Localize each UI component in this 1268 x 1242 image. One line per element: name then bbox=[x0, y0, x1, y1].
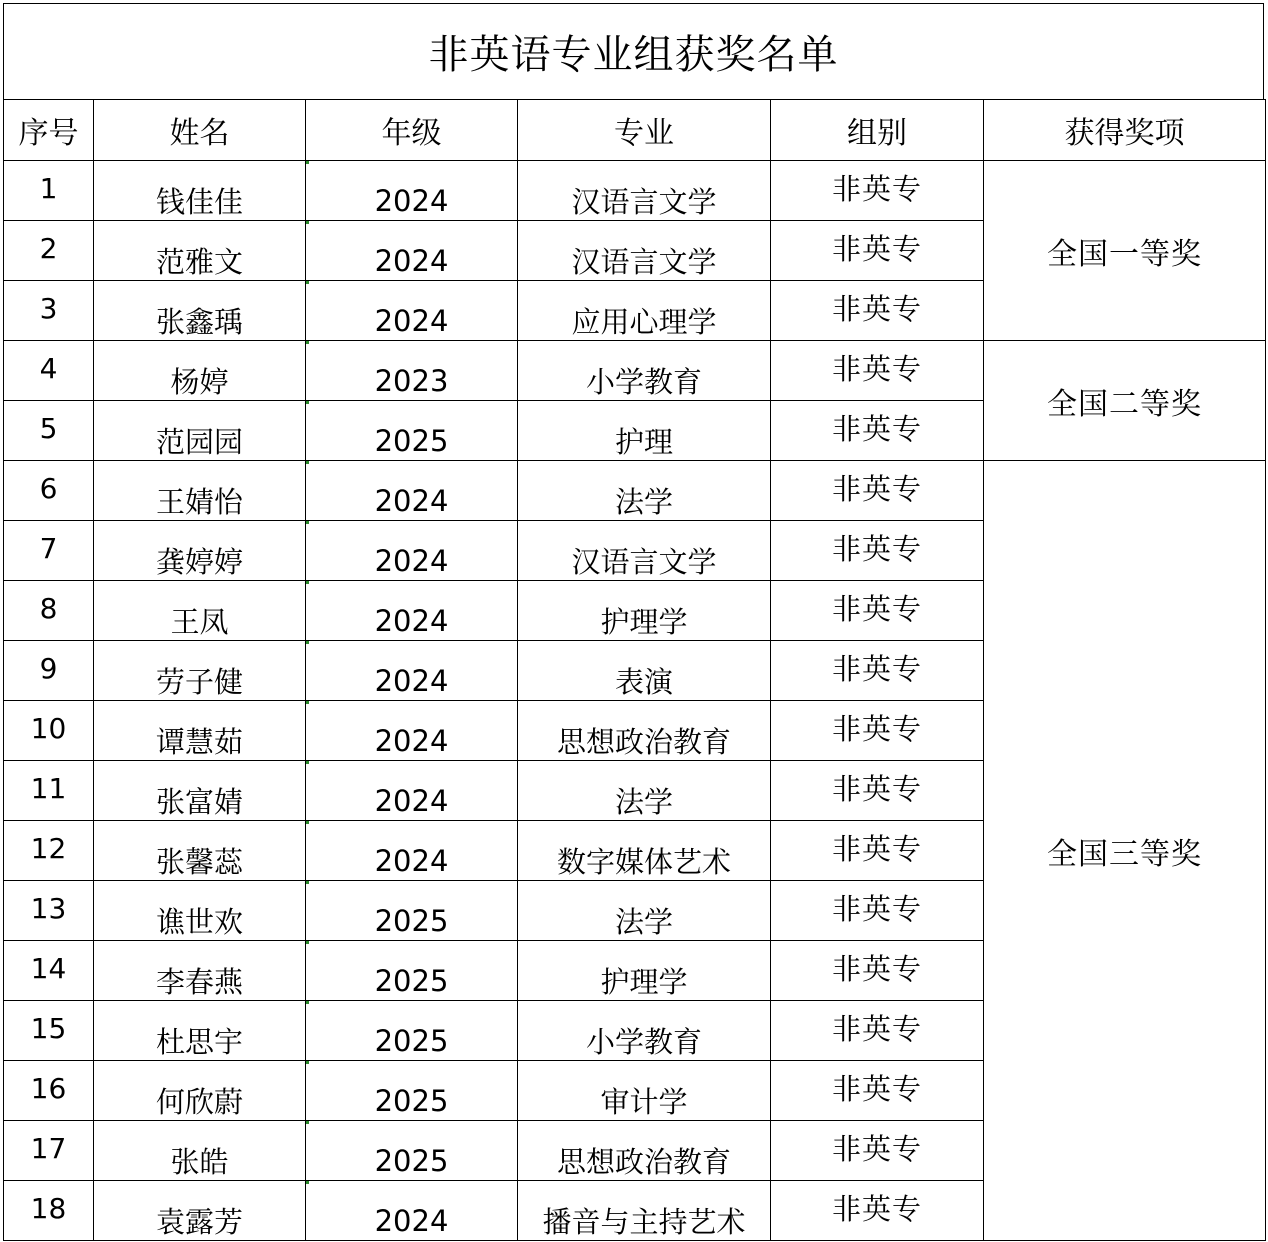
major-cell bbox=[518, 641, 771, 701]
name-cell bbox=[94, 881, 306, 941]
major-text: 护理 bbox=[614, 425, 673, 459]
year-cell bbox=[306, 821, 518, 881]
seq-cell bbox=[4, 1001, 94, 1061]
seq-cell bbox=[4, 1181, 94, 1241]
year-cell bbox=[306, 341, 518, 401]
seq-text: 17 bbox=[30, 1131, 67, 1165]
group-cell bbox=[771, 821, 984, 881]
seq-text: 9 bbox=[39, 651, 58, 685]
name-cell bbox=[94, 521, 306, 581]
year-text: 2024 bbox=[374, 243, 449, 278]
year-cell bbox=[306, 1121, 518, 1181]
name-cell bbox=[94, 221, 306, 281]
major-text: 法学 bbox=[614, 485, 673, 519]
name-cell bbox=[94, 701, 306, 761]
group-text: 非英专 bbox=[831, 292, 922, 326]
year-cell bbox=[306, 881, 518, 941]
group-cell bbox=[771, 1121, 984, 1181]
name-text: 王婧怡 bbox=[155, 485, 243, 519]
name-cell bbox=[94, 341, 306, 401]
table-header-row bbox=[4, 100, 1266, 161]
name-cell bbox=[94, 1121, 306, 1181]
group-cell bbox=[771, 281, 984, 341]
year-text: 2025 bbox=[374, 1143, 449, 1178]
major-cell bbox=[518, 821, 771, 881]
name-text: 龚婷婷 bbox=[155, 545, 243, 579]
year-cell bbox=[306, 401, 518, 461]
page-title: 非英语专业组获奖名单 bbox=[3, 3, 1264, 100]
year-text: 2025 bbox=[374, 903, 449, 938]
year-cell bbox=[306, 461, 518, 521]
award-cell bbox=[984, 161, 1266, 341]
name-cell bbox=[94, 641, 306, 701]
major-cell bbox=[518, 401, 771, 461]
seq-text: 18 bbox=[30, 1191, 67, 1225]
group-text: 非英专 bbox=[831, 652, 922, 686]
major-cell bbox=[518, 701, 771, 761]
year-cell bbox=[306, 1061, 518, 1121]
major-cell bbox=[518, 341, 771, 401]
name-text: 张富婧 bbox=[155, 785, 243, 819]
year-text: 2024 bbox=[374, 723, 449, 758]
major-text: 护理学 bbox=[600, 965, 688, 999]
name-text: 杨婷 bbox=[170, 365, 229, 399]
seq-cell bbox=[4, 1061, 94, 1121]
award-list-sheet bbox=[3, 3, 1265, 1238]
group-text: 非英专 bbox=[831, 172, 922, 206]
award-label: 全国一等奖 bbox=[1047, 236, 1202, 272]
year-cell bbox=[306, 281, 518, 341]
major-text: 播音与主持艺术 bbox=[542, 1205, 746, 1239]
name-text: 袁露芳 bbox=[155, 1205, 243, 1239]
year-cell bbox=[306, 1181, 518, 1241]
name-text: 谭慧茹 bbox=[155, 725, 243, 759]
name-text: 钱佳佳 bbox=[155, 185, 243, 219]
name-cell bbox=[94, 761, 306, 821]
major-text: 审计学 bbox=[600, 1085, 688, 1119]
year-text: 2024 bbox=[374, 303, 449, 338]
table-row bbox=[4, 461, 1266, 521]
group-text: 非英专 bbox=[831, 1192, 922, 1226]
group-cell bbox=[771, 941, 984, 1001]
name-text: 杜思宇 bbox=[155, 1025, 243, 1059]
major-cell bbox=[518, 1121, 771, 1181]
seq-cell bbox=[4, 521, 94, 581]
seq-cell bbox=[4, 221, 94, 281]
seq-cell bbox=[4, 701, 94, 761]
year-text: 2024 bbox=[374, 483, 449, 518]
major-text: 表演 bbox=[614, 665, 673, 699]
major-cell bbox=[518, 221, 771, 281]
year-text: 2025 bbox=[374, 963, 449, 998]
group-text: 非英专 bbox=[831, 832, 922, 866]
name-cell bbox=[94, 1181, 306, 1241]
name-cell bbox=[94, 161, 306, 221]
header-seq: 序号 bbox=[4, 100, 94, 161]
year-text: 2024 bbox=[374, 783, 449, 818]
major-text: 小学教育 bbox=[585, 1025, 702, 1059]
major-text: 小学教育 bbox=[585, 365, 702, 399]
group-cell bbox=[771, 881, 984, 941]
group-cell bbox=[771, 1181, 984, 1241]
year-cell bbox=[306, 221, 518, 281]
name-text: 劳子健 bbox=[155, 665, 243, 699]
name-text: 王凤 bbox=[170, 605, 229, 639]
major-text: 应用心理学 bbox=[571, 305, 717, 339]
group-cell bbox=[771, 221, 984, 281]
year-text: 2025 bbox=[374, 423, 449, 458]
major-cell bbox=[518, 881, 771, 941]
year-cell bbox=[306, 641, 518, 701]
group-text: 非英专 bbox=[831, 892, 922, 926]
seq-text: 2 bbox=[39, 231, 58, 265]
name-cell bbox=[94, 821, 306, 881]
major-cell bbox=[518, 461, 771, 521]
major-text: 护理学 bbox=[600, 605, 688, 639]
award-table bbox=[3, 99, 1266, 1241]
group-text: 非英专 bbox=[831, 352, 922, 386]
seq-text: 16 bbox=[30, 1071, 67, 1105]
seq-text: 1 bbox=[39, 171, 58, 205]
group-cell bbox=[771, 401, 984, 461]
seq-cell bbox=[4, 281, 94, 341]
award-cell bbox=[984, 461, 1266, 1241]
year-text: 2024 bbox=[374, 843, 449, 878]
group-text: 非英专 bbox=[831, 592, 922, 626]
header-group: 组别 bbox=[771, 100, 984, 161]
group-text: 非英专 bbox=[831, 712, 922, 746]
group-cell bbox=[771, 761, 984, 821]
award-cell bbox=[984, 341, 1266, 461]
major-cell bbox=[518, 161, 771, 221]
year-cell bbox=[306, 761, 518, 821]
seq-cell bbox=[4, 881, 94, 941]
group-text: 非英专 bbox=[831, 952, 922, 986]
group-cell bbox=[771, 161, 984, 221]
name-text: 何欣蔚 bbox=[155, 1085, 243, 1119]
year-cell bbox=[306, 1001, 518, 1061]
name-cell bbox=[94, 461, 306, 521]
group-cell bbox=[771, 581, 984, 641]
major-cell bbox=[518, 1181, 771, 1241]
year-cell bbox=[306, 521, 518, 581]
table-row bbox=[4, 341, 1266, 401]
major-cell bbox=[518, 281, 771, 341]
year-text: 2023 bbox=[374, 363, 449, 398]
group-text: 非英专 bbox=[831, 532, 922, 566]
year-cell bbox=[306, 581, 518, 641]
group-text: 非英专 bbox=[831, 232, 922, 266]
group-cell bbox=[771, 461, 984, 521]
seq-text: 15 bbox=[30, 1011, 67, 1045]
seq-cell bbox=[4, 641, 94, 701]
name-text: 谯世欢 bbox=[155, 905, 243, 939]
name-cell bbox=[94, 281, 306, 341]
major-cell bbox=[518, 1001, 771, 1061]
group-cell bbox=[771, 341, 984, 401]
group-text: 非英专 bbox=[831, 1132, 922, 1166]
award-label: 全国三等奖 bbox=[1047, 836, 1202, 872]
seq-text: 12 bbox=[30, 831, 67, 865]
year-cell bbox=[306, 161, 518, 221]
year-text: 2025 bbox=[374, 1083, 449, 1118]
seq-cell bbox=[4, 1121, 94, 1181]
name-text: 李春燕 bbox=[155, 965, 243, 999]
major-text: 汉语言文学 bbox=[571, 185, 717, 219]
major-cell bbox=[518, 941, 771, 1001]
seq-cell bbox=[4, 581, 94, 641]
year-cell bbox=[306, 941, 518, 1001]
group-text: 非英专 bbox=[831, 1072, 922, 1106]
year-text: 2024 bbox=[374, 603, 449, 638]
header-year: 年级 bbox=[306, 100, 518, 161]
seq-text: 10 bbox=[30, 711, 67, 745]
name-text: 张馨蕊 bbox=[155, 845, 243, 879]
seq-cell bbox=[4, 341, 94, 401]
seq-text: 14 bbox=[30, 951, 67, 985]
name-text: 张鑫瑀 bbox=[155, 305, 243, 339]
seq-cell bbox=[4, 761, 94, 821]
major-cell bbox=[518, 581, 771, 641]
name-text: 范园园 bbox=[155, 425, 243, 459]
name-cell bbox=[94, 1001, 306, 1061]
group-text: 非英专 bbox=[831, 412, 922, 446]
seq-cell bbox=[4, 401, 94, 461]
seq-cell bbox=[4, 821, 94, 881]
name-cell bbox=[94, 941, 306, 1001]
group-text: 非英专 bbox=[831, 772, 922, 806]
seq-text: 13 bbox=[30, 891, 67, 925]
seq-text: 3 bbox=[39, 291, 58, 325]
seq-text: 5 bbox=[39, 411, 58, 445]
seq-cell bbox=[4, 941, 94, 1001]
seq-text: 8 bbox=[39, 591, 58, 625]
name-text: 张皓 bbox=[170, 1145, 229, 1179]
major-text: 法学 bbox=[614, 785, 673, 819]
group-text: 非英专 bbox=[831, 472, 922, 506]
header-name: 姓名 bbox=[94, 100, 306, 161]
award-label: 全国二等奖 bbox=[1047, 386, 1202, 422]
name-cell bbox=[94, 401, 306, 461]
seq-cell bbox=[4, 461, 94, 521]
major-text: 数字媒体艺术 bbox=[556, 845, 731, 879]
header-major: 专业 bbox=[518, 100, 771, 161]
group-text: 非英专 bbox=[831, 1012, 922, 1046]
year-text: 2024 bbox=[374, 1203, 449, 1238]
seq-text: 7 bbox=[39, 531, 58, 565]
major-text: 思想政治教育 bbox=[556, 1145, 731, 1179]
major-cell bbox=[518, 1061, 771, 1121]
year-text: 2024 bbox=[374, 183, 449, 218]
group-cell bbox=[771, 641, 984, 701]
name-cell bbox=[94, 1061, 306, 1121]
major-text: 法学 bbox=[614, 905, 673, 939]
header-award: 获得奖项 bbox=[984, 100, 1266, 161]
major-cell bbox=[518, 521, 771, 581]
seq-text: 4 bbox=[39, 351, 58, 385]
major-text: 思想政治教育 bbox=[556, 725, 731, 759]
major-cell bbox=[518, 761, 771, 821]
seq-cell bbox=[4, 161, 94, 221]
major-text: 汉语言文学 bbox=[571, 245, 717, 279]
year-cell bbox=[306, 701, 518, 761]
seq-text: 11 bbox=[30, 771, 67, 805]
seq-text: 6 bbox=[39, 471, 58, 505]
group-cell bbox=[771, 1001, 984, 1061]
year-text: 2024 bbox=[374, 663, 449, 698]
name-text: 范雅文 bbox=[155, 245, 243, 279]
year-text: 2024 bbox=[374, 543, 449, 578]
year-text: 2025 bbox=[374, 1023, 449, 1058]
name-cell bbox=[94, 581, 306, 641]
group-cell bbox=[771, 701, 984, 761]
table-row bbox=[4, 161, 1266, 221]
group-cell bbox=[771, 521, 984, 581]
group-cell bbox=[771, 1061, 984, 1121]
major-text: 汉语言文学 bbox=[571, 545, 717, 579]
award-table-body bbox=[4, 100, 1266, 1241]
